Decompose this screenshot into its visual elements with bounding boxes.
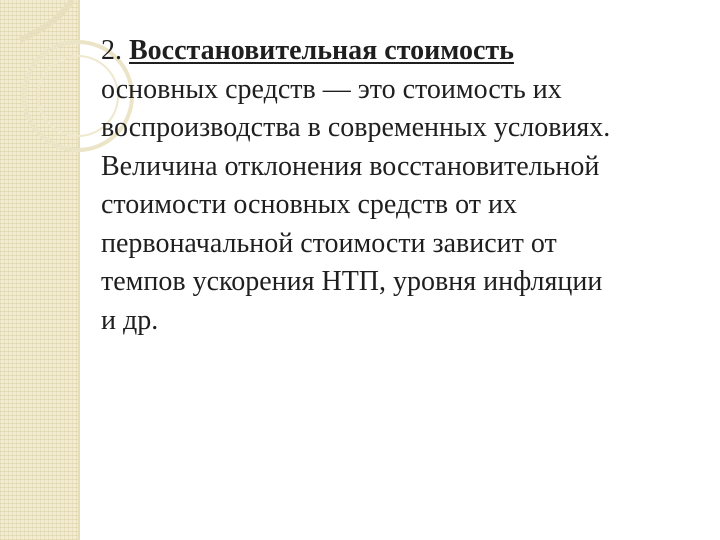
paragraph-line: темпов ускорения НТП, уровня инфляции [101, 266, 603, 297]
paragraph-line: основных средств — это стоимость их [101, 73, 562, 105]
paragraph-line: и др. [101, 304, 159, 336]
paragraph-line: воспроизводства в современных условиях. [101, 112, 611, 143]
definition-paragraph [101, 32, 701, 340]
defined-term: Восстановительная стоимость [129, 35, 514, 66]
paragraph-line: стоимости основных средств от их [101, 189, 517, 220]
paragraph-line: Величина отклонения восстановительной [101, 150, 600, 182]
paragraph-first-line [101, 32, 701, 71]
paragraph-line: первоначальной стоимости зависит от [101, 227, 557, 259]
paragraph-number: 2. [101, 35, 122, 66]
